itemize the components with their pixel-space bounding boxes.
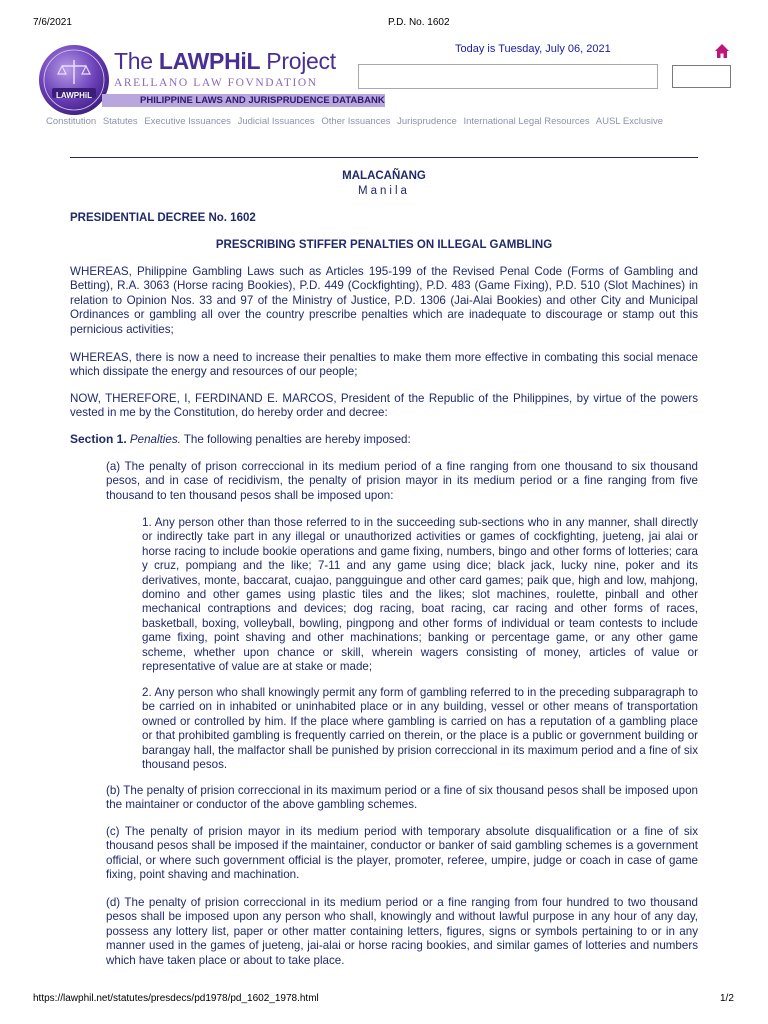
nav-jurisprudence[interactable]: Jurisprudence [397, 116, 457, 127]
section-1 [70, 432, 698, 447]
main-nav [46, 116, 667, 127]
paragraph-c: (c) The penalty of prision mayor in its medium period with temporary absolute disqualification or a fine of six thousand pesos shall be imposed if the maintainer, conductor or banker of said gambling schemes is a government official, or where such government official is the player, promoter, referee, umpire, judge or coach in case of game fixing, point shaving and machination. [106, 825, 698, 882]
nav-ausl-exclusive[interactable]: AUSL Exclusive [595, 116, 664, 127]
whereas-clause-1: WHEREAS, Philippine Gambling Laws such as Articles 195-199 of the Revised Penal Code (Forms of Gambling and Betting), R.A. 3063 (Horse racing Bookies), P.D. 449 (Cockfighting), P.D. 483 (Game Fixing), P.D. 510 (Slot Machines) in relation to Opinion Nos. 33 and 97 of the Ministry of Justice, P.D. 1306 (Jai-Alai Bookies) and other City and Municipal Ordinances or gambling all over the country prescribe penalties which are inadequate to discourage or stamp out this pernicious activities; [70, 265, 698, 336]
print-date: 7/6/2021 [33, 17, 72, 28]
home-icon[interactable] [713, 42, 731, 60]
paragraph-a-item-2: 2. Any person who shall knowingly permit any form of gambling referred to in the preceding subparagraph to be carried on in inhabited or uninhabited place or in any building, vessel or other means of transportation owned or controlled by him. If the place where gambling is carried on has a reputation of a gambling place or that prohibited gambling is frequently carried on therein, or the place is a public or government building or barangay hall, the malfactor shall be punished by prision correccional in its maximum period and a fine of six thousand pesos. [142, 686, 698, 772]
paragraph-b: (b) The penalty of prision correccional in its maximum period or a fine of six thousand pesos shall be imposed upon the maintainer or conductor of the above gambling schemes. [106, 784, 698, 812]
foundation-name: ARELLANO LAW FOVNDATION [114, 77, 318, 89]
nav-statutes[interactable]: Statutes [102, 116, 138, 127]
nav-executive-issuances[interactable]: Executive Issuances [144, 116, 231, 127]
section-1-title: Penalties. [129, 433, 181, 446]
lawphil-seal-icon [38, 44, 110, 116]
site-brand: The LAWPHiL Project [114, 48, 336, 74]
paragraph-d: (d) The penalty of prision correccional in its medium period or a fine ranging from four hundred to two thousand pesos shall be imposed upon any person who shall, knowingly and without lawful purpose in any hour of any day, possess any lottery list, paper or other matter containing letters, figures, signs or symbols pertaining to or in any manner used in the games of jueteng, jai-alai or horse racing bookies, and similar games of lotteries and numbers which have taken place or about to take place. [106, 896, 698, 967]
office-heading: MALACAÑANG [342, 170, 426, 182]
databank-banner: PHILIPPINE LAWS AND JURISPRUDENCE DATABANK [102, 94, 385, 107]
now-therefore-clause: NOW, THEREFORE, I, FERDINAND E. MARCOS, President of the Republic of the Philippines, by virtue of the powers vested in me by the Constitution, do hereby order and decree: [70, 392, 698, 420]
nav-international-legal-resources[interactable]: International Legal Resources [463, 116, 590, 127]
nav-judicial-issuances[interactable]: Judicial Issuances [237, 116, 315, 127]
print-title: P.D. No. 1602 [388, 17, 450, 28]
search-input[interactable] [358, 64, 658, 89]
paragraph-a-item-1: 1. Any person other than those referred to in the succeeding sub-sections who in any manner, shall directly or indirectly take part in any illegal or unauthorized activities or games of cockfighting, jueteng, jai alai or horse racing to include bookie operations and game fixing, numbers, bingo and other forms of lotteries; cara y cruz, pompiang and the like; 7-11 and any game using dice; black jack, lucky nine, poker and its derivatives, monte, baccarat, cuajao, pangguingue and other card games; paik que, high and low, mahjong, domino and other games using plastic tiles and the likes; slot machines, roulette, pinball and other mechanical contraptions and devices; dog racing, boat racing, car racing and other forms of races, basketball, boxing, volleyball, bowling, pingpong and other forms of individual or team contests to include game fixing, point shaving and other machinations; banking or percentage game, or any other game scheme, whether upon chance or skill, wherein wagers consisting of money, articles of value or representative of value are at stake or made; [142, 516, 698, 674]
logo-text: LAWPHiL [56, 91, 92, 100]
decree-subject: PRESCRIBING STIFFER PENALTIES ON ILLEGAL GAMBLING [215, 239, 553, 251]
nav-constitution[interactable]: Constitution [46, 116, 97, 127]
header-divider [70, 157, 698, 158]
decree-number: PRESIDENTIAL DECREE No. 1602 [70, 212, 256, 224]
place-heading: Manila [358, 185, 410, 197]
paragraph-a: (a) The penalty of prison correccional in its medium period of a fine ranging from one thousand to six thousand pesos, and in case of recidivism, the penalty of prision mayor in its medium period or a fine ranging from five thousand to ten thousand pesos shall be imposed upon: [106, 460, 698, 502]
search-button[interactable] [672, 65, 731, 88]
site-logo[interactable] [38, 44, 385, 116]
print-page: 1/2 [720, 993, 734, 1004]
whereas-clause-2: WHEREAS, there is now a need to increase their penalties to make them more effective in combating this social menace which dissipate the energy and resources of our people; [70, 351, 698, 379]
print-url: https://lawphil.net/statutes/presdecs/pd1978/pd_1602_1978.html [33, 993, 319, 1004]
section-1-label: Section 1. [70, 432, 127, 446]
today-date: Today is Tuesday, July 06, 2021 [455, 43, 611, 55]
section-1-text: The following penalties are hereby imposed: [180, 433, 411, 446]
nav-other-issuances[interactable]: Other Issuances [321, 116, 391, 127]
